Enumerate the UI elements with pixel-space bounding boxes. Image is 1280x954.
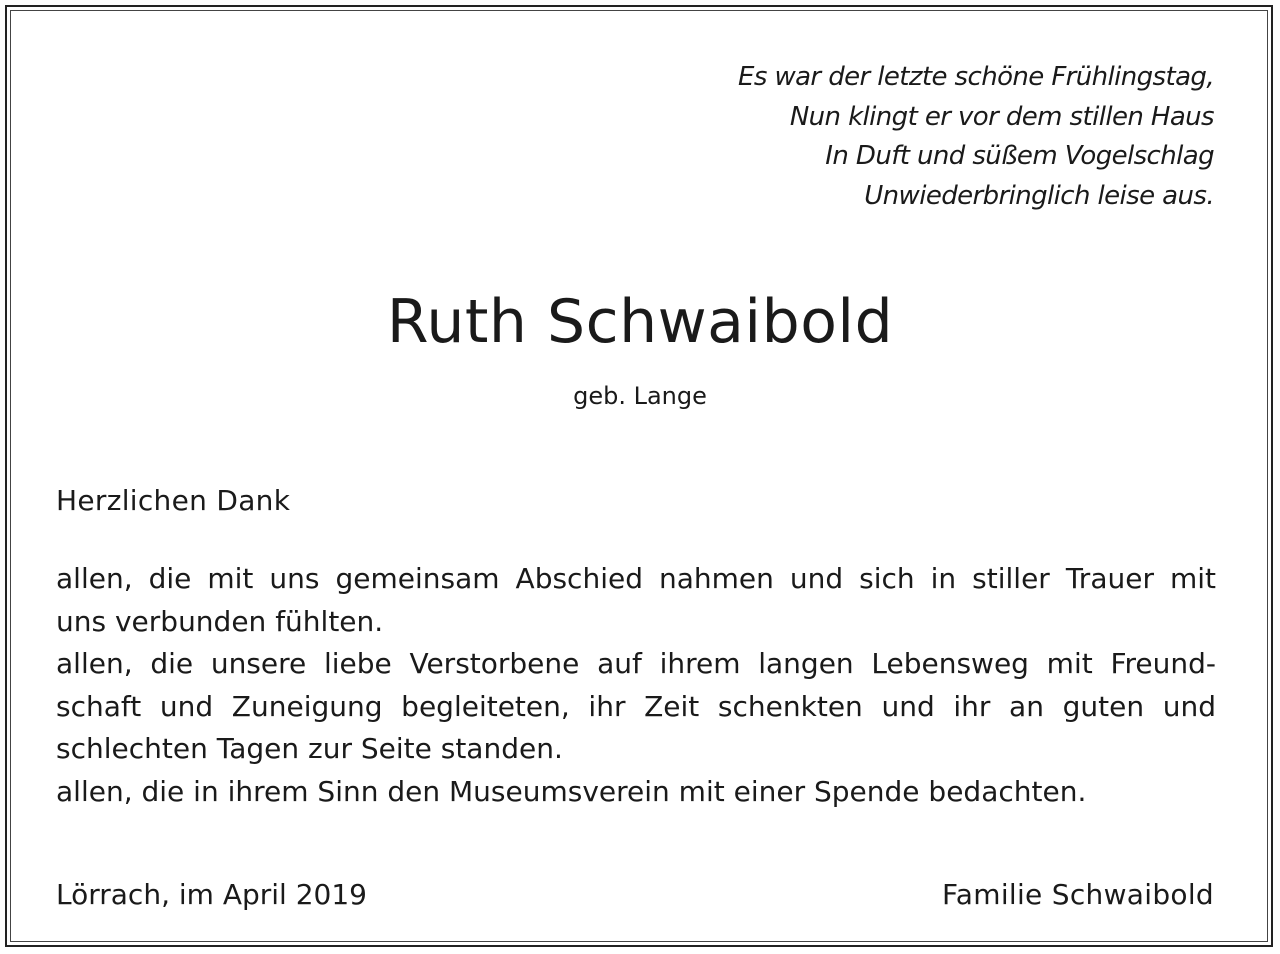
thanks-line: allen, die mit uns gemeinsam Abschied nahmen und sich in stiller Trauer mit <box>56 562 1216 595</box>
poem-line: Unwiederbringlich leise aus. <box>864 180 1214 211</box>
thanks-line: uns verbunden fühlten. <box>56 604 384 638</box>
thanks-line: allen, die in ihrem Sinn den Museumsverein mit einer Spende bedachten. <box>56 774 1087 808</box>
birth-name: geb. Lange <box>573 382 707 410</box>
thanks-line: allen, die unsere liebe Verstorbene auf ihrem langen Lebensweg mit Freund- <box>56 647 1216 681</box>
deceased-name: Ruth Schwaibold <box>386 287 894 357</box>
thanks-body <box>56 558 1216 814</box>
place-date: Lörrach, im April 2019 <box>56 878 367 911</box>
poem-verse <box>738 58 1214 216</box>
poem-line: In Duft und süßem Vogelschlag <box>825 141 1214 171</box>
poem-line: Nun klingt er vor dem stillen Haus <box>789 101 1214 132</box>
thanks-line: schaft und Zuneigung begleiteten, ihr Zeit schenkten und ihr an guten und <box>56 689 1216 723</box>
family-signature: Familie Schwaibold <box>941 878 1214 911</box>
poem-line: Es war der letzte schöne Frühlingstag, <box>738 62 1214 92</box>
thanks-heading: Herzlichen Dank <box>56 484 291 517</box>
thanks-line: schlechten Tagen zur Seite standen. <box>56 732 563 766</box>
